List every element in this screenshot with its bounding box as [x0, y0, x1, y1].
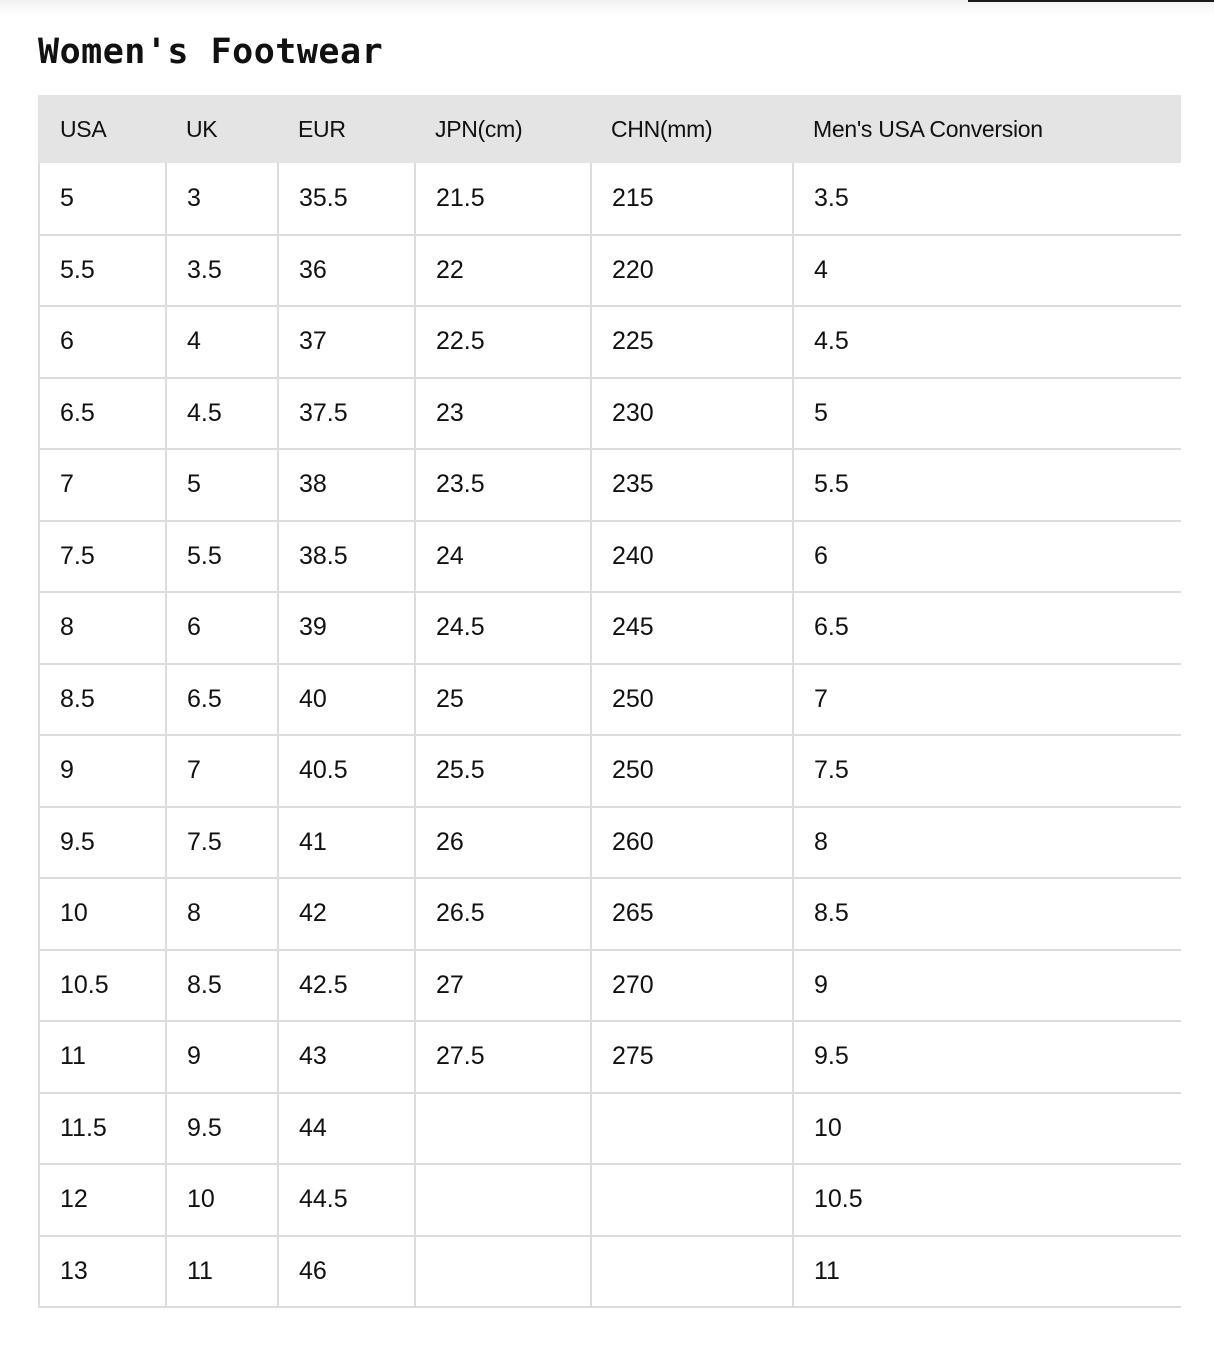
cell-mens-usa: 8.5: [793, 878, 1181, 950]
top-divider: [968, 0, 1214, 2]
column-header-jpn: JPN(cm): [415, 95, 591, 163]
column-header-eur: EUR: [278, 95, 415, 163]
cell-chn: 270: [591, 950, 793, 1022]
cell-mens-usa: 9.5: [793, 1021, 1181, 1093]
table-header: [39, 95, 1181, 163]
cell-chn: 230: [591, 378, 793, 450]
cell-usa: 9.5: [39, 807, 166, 879]
cell-uk: 8.5: [166, 950, 278, 1022]
cell-jpn: 22.5: [415, 306, 591, 378]
cell-chn: 250: [591, 735, 793, 807]
cell-jpn: [415, 1164, 591, 1236]
cell-eur: 42.5: [278, 950, 415, 1022]
cell-chn: 225: [591, 306, 793, 378]
cell-usa: 11.5: [39, 1093, 166, 1165]
cell-eur: 36: [278, 235, 415, 307]
cell-mens-usa: 8: [793, 807, 1181, 879]
cell-chn: [591, 1093, 793, 1165]
cell-eur: 42: [278, 878, 415, 950]
top-fade: [0, 0, 1214, 16]
column-header-uk: UK: [166, 95, 278, 163]
cell-eur: 40: [278, 664, 415, 736]
cell-eur: 46: [278, 1236, 415, 1308]
cell-jpn: 24.5: [415, 592, 591, 664]
cell-mens-usa: 7.5: [793, 735, 1181, 807]
cell-eur: 37.5: [278, 378, 415, 450]
cell-mens-usa: 9: [793, 950, 1181, 1022]
cell-usa: 13: [39, 1236, 166, 1308]
cell-mens-usa: 6: [793, 521, 1181, 593]
cell-chn: 240: [591, 521, 793, 593]
cell-eur: 37: [278, 306, 415, 378]
cell-uk: 6: [166, 592, 278, 664]
column-header-mens-usa: Men's USA Conversion: [793, 95, 1181, 163]
cell-jpn: 23: [415, 378, 591, 450]
page-title: Women's Footwear: [38, 32, 384, 72]
cell-mens-usa: 4: [793, 235, 1181, 307]
cell-eur: 38: [278, 449, 415, 521]
table-row: [39, 235, 1181, 307]
table-row: [39, 735, 1181, 807]
table-row: [39, 521, 1181, 593]
cell-usa: 7: [39, 449, 166, 521]
cell-jpn: 21.5: [415, 163, 591, 235]
cell-uk: 9: [166, 1021, 278, 1093]
column-header-usa: USA: [39, 95, 166, 163]
cell-usa: 10: [39, 878, 166, 950]
cell-eur: 44.5: [278, 1164, 415, 1236]
cell-uk: 5: [166, 449, 278, 521]
table-row: [39, 950, 1181, 1022]
cell-uk: 3.5: [166, 235, 278, 307]
cell-usa: 5.5: [39, 235, 166, 307]
cell-mens-usa: 5.5: [793, 449, 1181, 521]
cell-jpn: [415, 1093, 591, 1165]
cell-mens-usa: 10: [793, 1093, 1181, 1165]
cell-usa: 8.5: [39, 664, 166, 736]
cell-usa: 12: [39, 1164, 166, 1236]
cell-uk: 9.5: [166, 1093, 278, 1165]
cell-jpn: 25.5: [415, 735, 591, 807]
header-row: [39, 95, 1181, 163]
cell-uk: 4: [166, 306, 278, 378]
cell-mens-usa: 4.5: [793, 306, 1181, 378]
cell-chn: [591, 1164, 793, 1236]
cell-eur: 41: [278, 807, 415, 879]
cell-eur: 35.5: [278, 163, 415, 235]
table-row: [39, 1021, 1181, 1093]
cell-usa: 9: [39, 735, 166, 807]
cell-chn: 275: [591, 1021, 793, 1093]
cell-jpn: [415, 1236, 591, 1308]
cell-eur: 40.5: [278, 735, 415, 807]
cell-uk: 8: [166, 878, 278, 950]
cell-usa: 6.5: [39, 378, 166, 450]
cell-jpn: 26: [415, 807, 591, 879]
cell-jpn: 26.5: [415, 878, 591, 950]
cell-mens-usa: 5: [793, 378, 1181, 450]
table-row: [39, 807, 1181, 879]
column-header-chn: CHN(mm): [591, 95, 793, 163]
cell-chn: 215: [591, 163, 793, 235]
cell-jpn: 24: [415, 521, 591, 593]
cell-chn: 235: [591, 449, 793, 521]
cell-eur: 38.5: [278, 521, 415, 593]
cell-uk: 11: [166, 1236, 278, 1308]
cell-jpn: 27.5: [415, 1021, 591, 1093]
cell-jpn: 27: [415, 950, 591, 1022]
cell-uk: 3: [166, 163, 278, 235]
cell-mens-usa: 10.5: [793, 1164, 1181, 1236]
table-row: [39, 449, 1181, 521]
cell-chn: 220: [591, 235, 793, 307]
cell-uk: 10: [166, 1164, 278, 1236]
cell-uk: 6.5: [166, 664, 278, 736]
cell-jpn: 23.5: [415, 449, 591, 521]
cell-chn: 265: [591, 878, 793, 950]
cell-uk: 7.5: [166, 807, 278, 879]
cell-mens-usa: 11: [793, 1236, 1181, 1308]
cell-usa: 5: [39, 163, 166, 235]
table-row: [39, 1164, 1181, 1236]
cell-chn: 260: [591, 807, 793, 879]
cell-uk: 7: [166, 735, 278, 807]
cell-mens-usa: 7: [793, 664, 1181, 736]
table-row: [39, 163, 1181, 235]
cell-usa: 8: [39, 592, 166, 664]
table-row: [39, 878, 1181, 950]
cell-eur: 43: [278, 1021, 415, 1093]
cell-usa: 11: [39, 1021, 166, 1093]
table-row: [39, 1236, 1181, 1308]
table-row: [39, 592, 1181, 664]
table-row: [39, 306, 1181, 378]
cell-jpn: 22: [415, 235, 591, 307]
table-row: [39, 664, 1181, 736]
size-chart-table: [38, 95, 1181, 1308]
cell-chn: [591, 1236, 793, 1308]
cell-eur: 44: [278, 1093, 415, 1165]
cell-jpn: 25: [415, 664, 591, 736]
table-row: [39, 1093, 1181, 1165]
table-body: [39, 163, 1181, 1307]
table-row: [39, 378, 1181, 450]
cell-chn: 250: [591, 664, 793, 736]
cell-mens-usa: 6.5: [793, 592, 1181, 664]
cell-usa: 6: [39, 306, 166, 378]
cell-usa: 7.5: [39, 521, 166, 593]
cell-uk: 4.5: [166, 378, 278, 450]
cell-uk: 5.5: [166, 521, 278, 593]
cell-eur: 39: [278, 592, 415, 664]
cell-chn: 245: [591, 592, 793, 664]
cell-usa: 10.5: [39, 950, 166, 1022]
cell-mens-usa: 3.5: [793, 163, 1181, 235]
